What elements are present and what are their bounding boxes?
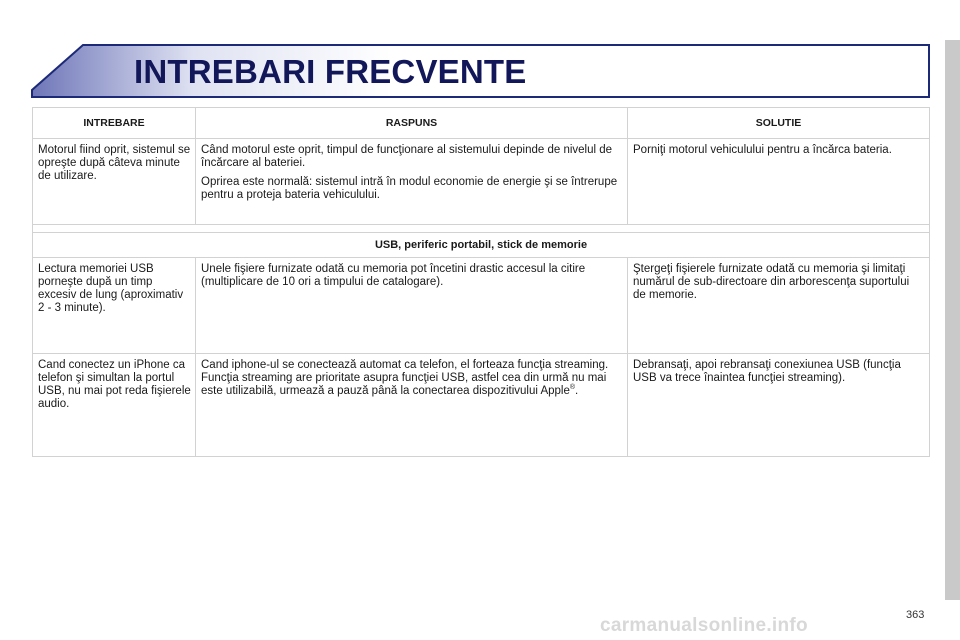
question-cell (33, 139, 196, 225)
question-text: Motorul fiind oprit, sistemul se opreşte după câteva minute de utilizare. (38, 144, 191, 182)
question-cell (33, 258, 196, 354)
table-row (33, 354, 930, 457)
solution-cell (628, 139, 930, 225)
table-spacer-row (33, 225, 930, 233)
column-header-solution: SOLUTIE (628, 108, 930, 139)
answer-cell (196, 139, 628, 225)
answer-cell (196, 354, 628, 457)
column-header-answer: RASPUNS (196, 108, 628, 139)
side-strip (945, 40, 960, 600)
page-title: INTREBARI FRECVENTE (134, 53, 527, 90)
solution-text: Debransaţi, apoi rebransaţi conexiunea USB (funcţia USB va trece înaintea funcţiei streaming). (633, 359, 901, 384)
page-number: 363 (906, 609, 925, 621)
answer-text: Unele fişiere furnizate odată cu memoria pot încetini drastic accesul la citire (multiplicare de 10 ori a timpului de catalogare). (201, 263, 586, 288)
solution-cell (628, 354, 930, 457)
faq-table (32, 107, 930, 457)
question-text: Lectura memoriei USB porneşte după un timp excesiv de lung (aproximativ 2 - 3 minute). (38, 263, 184, 314)
table-header-row (33, 108, 930, 139)
answer-paragraph: Când motorul este oprit, timpul de funcţionare al sistemului depinde de nivelul de încărcare al bateriei. (201, 144, 613, 169)
answer-cell (196, 258, 628, 354)
watermark: carmanualsonline.info (600, 615, 808, 636)
registered-mark: ® (569, 384, 576, 392)
solution-cell (628, 258, 930, 354)
table-row (33, 258, 930, 354)
answer-main: Cand iphone-ul se conectează automat ca telefon, el forteaza funcţia streaming. Funcţia streaming are prioritate asupra funcţiei USB, astfel cea din urmă nu mai este utilizabilă, urmează a pauză până la conectarea dispozitivului Apple (201, 359, 609, 397)
answer-paragraph: Oprirea este normală: sistemul intră în modul economie de energie şi se întrerupe pentru a proteja bateria vehiculului. (201, 176, 618, 201)
solution-text: Ştergeţi fişierele furnizate odată cu memoria şi limitaţi numărul de sub-directoare din arborescenţa suportului de memorie. (633, 263, 910, 301)
solution-text: Porniţi motorul vehiculului pentru a încărca bateria. (633, 144, 892, 156)
column-header-question: INTREBARE (33, 108, 196, 139)
section-header-row (33, 233, 930, 258)
section-header: USB, periferic portabil, stick de memorie (33, 233, 930, 258)
answer-end: . (575, 385, 579, 397)
table-row (33, 139, 930, 225)
question-text: Cand conectez un iPhone ca telefon şi simultan la portul USB, nu mai pot reda fişierele audio. (38, 359, 191, 410)
answer-text (196, 354, 627, 404)
question-cell (33, 354, 196, 457)
